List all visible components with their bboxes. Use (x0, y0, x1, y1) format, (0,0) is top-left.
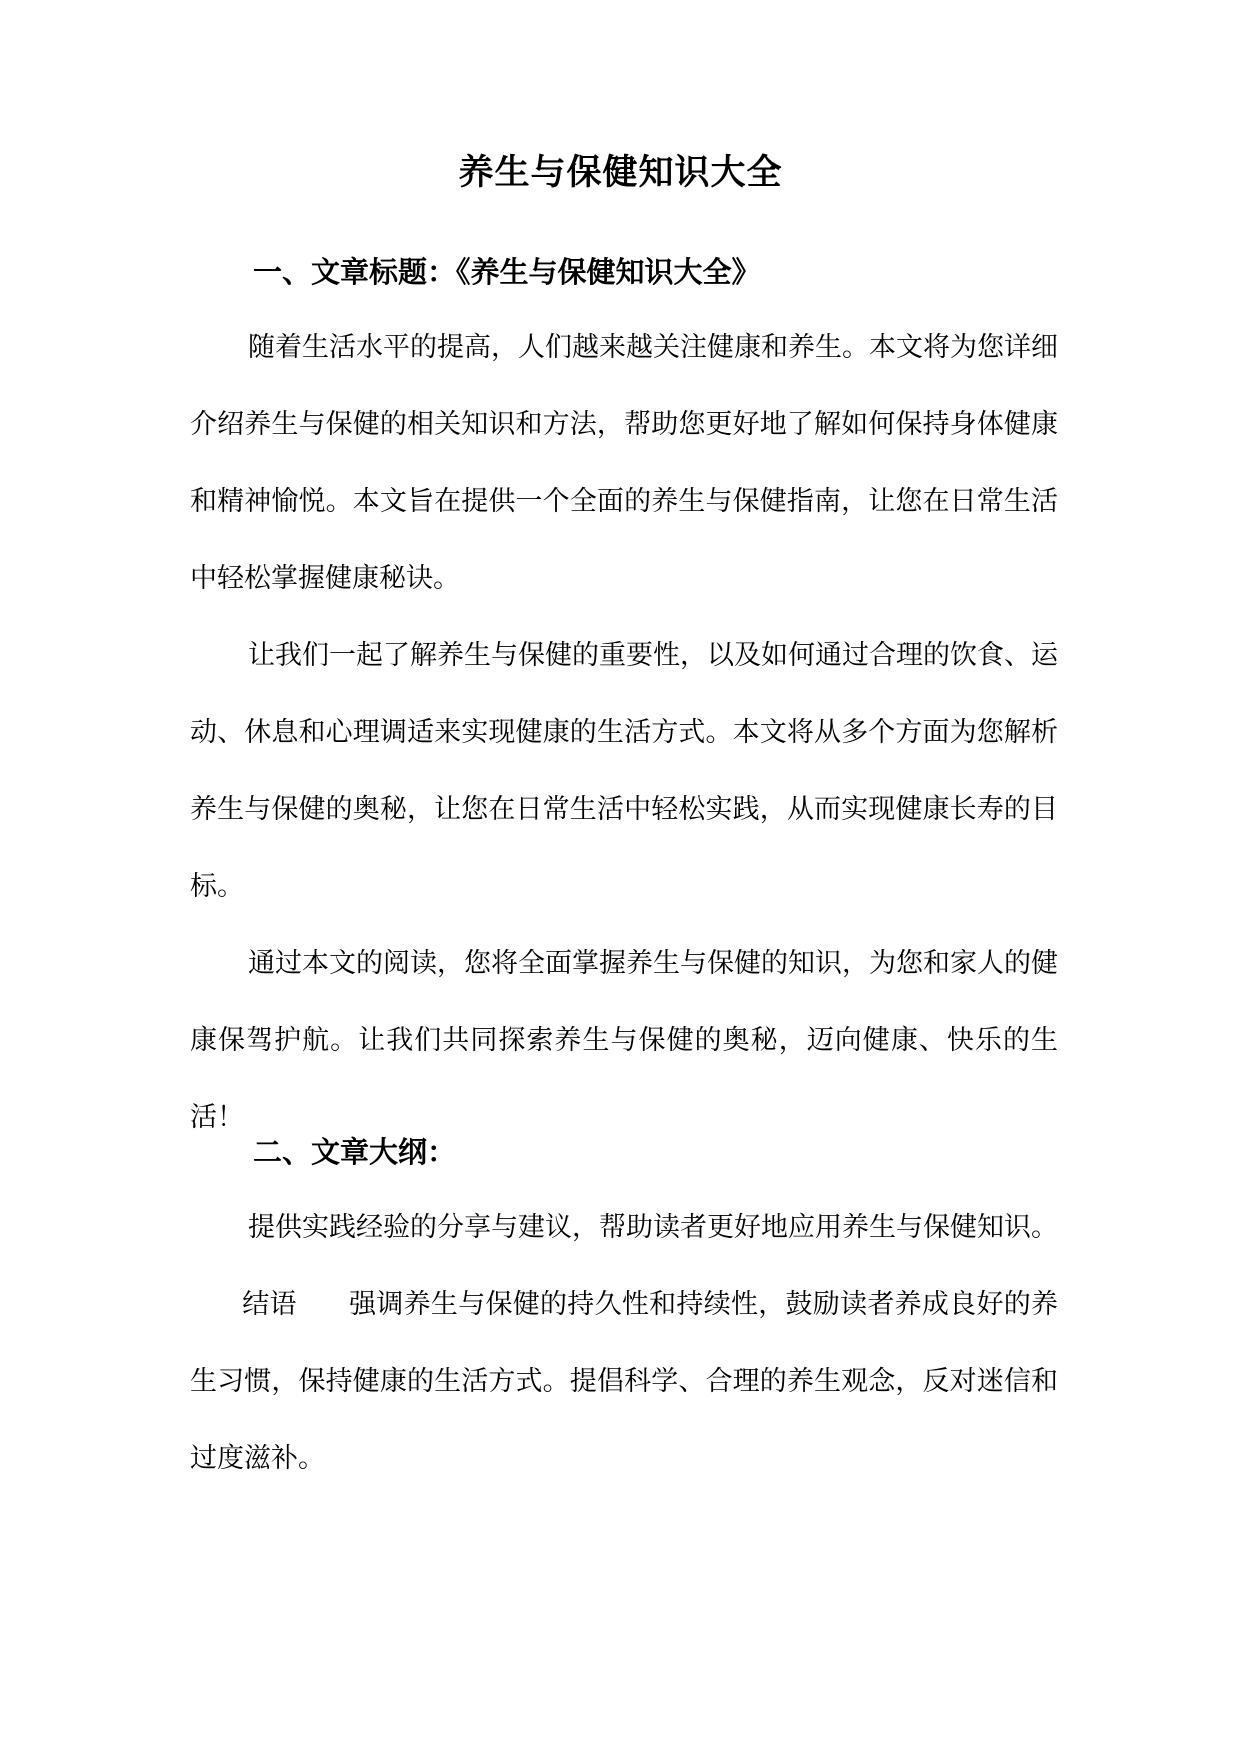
outline-conclusion-label: 结语 (242, 1289, 297, 1320)
section-heading-outline: 二、文章大纲： (253, 1135, 457, 1169)
paragraph-intro: 随着生活水平的提高，人们越来越关注健康和养生。本文将为您详细介绍养生与保健的相关知识和方法，帮助您更好地了解如何保持身体健康和精神愉悦。本文旨在提供一个全面的养生与保健指南，让您在日常生活中轻松掌握健康秘诀。 (190, 332, 1058, 594)
outline-conclusion-text: 强调养生与保健的持久性和持续性，鼓励读者养成良好的养生习惯，保持健康的生活方式。提倡科学、合理的养生观念，反对迷信和过度滋补。 (190, 1289, 1058, 1474)
paragraph-outline (190, 1189, 1058, 1497)
paragraph-reading: 通过本文的阅读，您将全面掌握养生与保健的知识，为您和家人的健康保驾护航。让我们共同探索养生与保健的奥秘，迈向健康、快乐的生活！ (190, 948, 1058, 1133)
outline-practice-text: 提供实践经验的分享与建议，帮助读者更好地应用养生与保健知识。 (248, 1212, 1058, 1243)
paragraph-importance: 让我们一起了解养生与保健的重要性，以及如何通过合理的饮食、运动、休息和心理调适来实现健康的生活方式。本文将从多个方面为您解析养生与保健的奥秘，让您在日常生活中轻松实践，从而实现健康长寿的目标。 (190, 640, 1058, 902)
section-heading-title: 一、文章标题：《养生与保健知识大全》 (253, 255, 761, 289)
document-title: 养生与保健知识大全 (458, 153, 783, 193)
